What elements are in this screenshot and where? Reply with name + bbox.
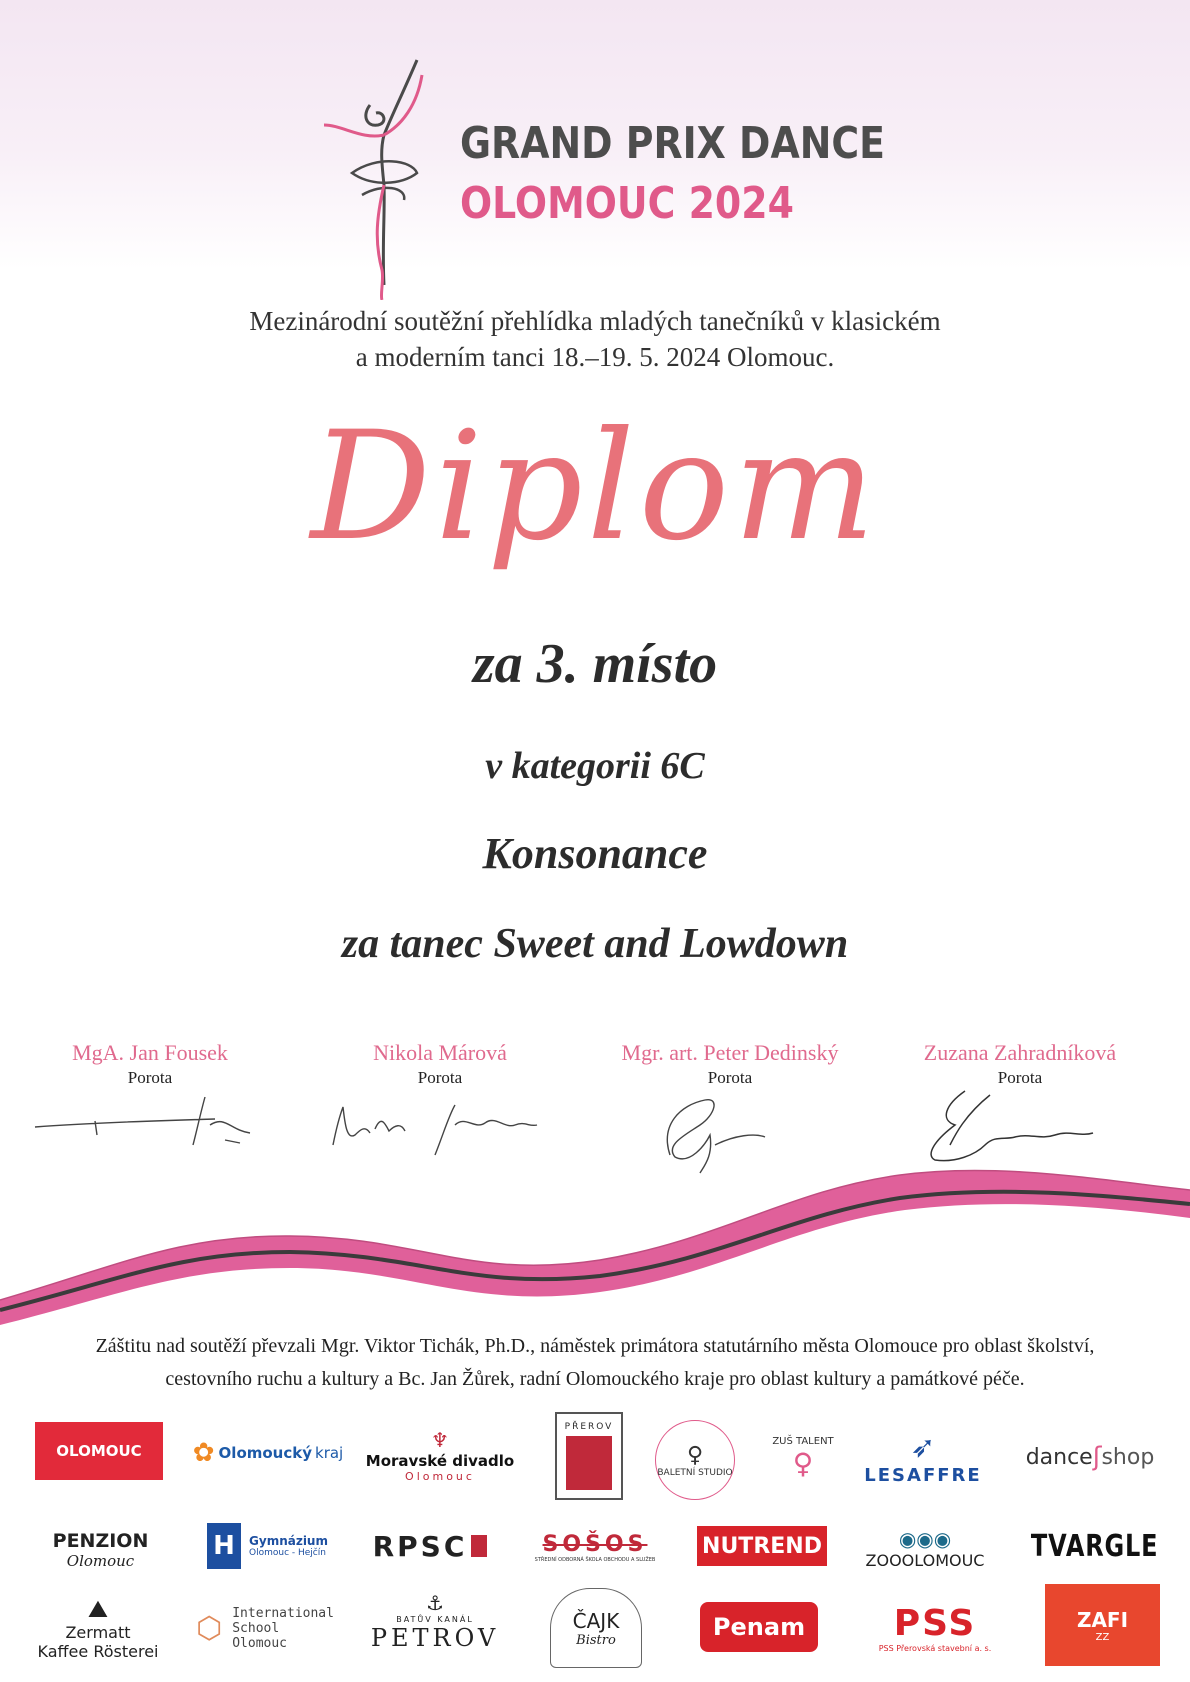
dancer-swirl-icon: ʃ: [1092, 1442, 1102, 1472]
judge-role: Porota: [707, 1068, 753, 1087]
divadlo-name: Moravské divadlo: [365, 1451, 515, 1470]
petrov-label: PETROV: [370, 1623, 500, 1652]
ballerina-pink-icon: ♀: [792, 1447, 814, 1480]
olomouc-logo-label: OLOMOUC: [56, 1442, 142, 1460]
gymnazium-label: Gymnázium: [249, 1534, 328, 1548]
rpsc-flag-icon: [471, 1535, 487, 1557]
flower-icon: ✿: [192, 1438, 215, 1468]
zermatt-sub: Kaffee Rösterei: [37, 1642, 159, 1661]
zoo-eyes-icon: ◉◉◉: [898, 1526, 952, 1551]
lesaffre-label: LESAFFRE: [864, 1465, 982, 1486]
sponsor-intl-school-logo: [185, 1596, 345, 1660]
tvargle-label: TVARGLE: [1031, 1528, 1159, 1564]
sponsor-zus-logo: [763, 1418, 843, 1498]
prerov-label: PŘEROV: [564, 1422, 614, 1432]
sponsor-petrov-logo: [365, 1576, 505, 1666]
sponsor-cajk-logo: [550, 1588, 642, 1668]
cajk-label: ČAJK: [572, 1608, 620, 1633]
sponsor-danceshop-logo: [1020, 1432, 1160, 1482]
dancer-logo-icon: [322, 55, 462, 300]
shop-label: shop: [1101, 1444, 1155, 1470]
molecule-icon: ⬡: [196, 1610, 223, 1646]
kraj-name: Olomoucký: [218, 1444, 313, 1462]
sponsor-rpsc-logo: [365, 1524, 495, 1568]
zermatt-label: Zermatt: [65, 1623, 131, 1642]
gymnazium-text: [249, 1534, 328, 1558]
judge-role: Porota: [417, 1068, 463, 1087]
event-description-line2: a moderním tanci 18.–19. 5. 2024 Olomouc.: [355, 342, 835, 372]
sponsor-nutrend-logo: [697, 1526, 827, 1566]
judge-name: Mgr. art. Peter Dedinský: [621, 1040, 839, 1065]
sponsor-zafi-logo: [1045, 1584, 1160, 1666]
divadlo-city: Olomouc: [405, 1469, 475, 1483]
intl-line2: School: [232, 1620, 280, 1636]
judge-2: [315, 1040, 565, 1088]
sponsor-olomouc-logo: [35, 1422, 163, 1480]
event-title: GRAND PRIX DANCE: [460, 118, 886, 169]
swallow-icon: ➶: [910, 1430, 936, 1465]
sponsor-prerov-logo: [555, 1412, 623, 1500]
award-category: v kategorii 6C: [485, 745, 705, 787]
pss-label: PSS: [893, 1603, 977, 1644]
anchor-icon: ⚓: [426, 1590, 444, 1615]
pss-sub: PSS Přerovská stavební a. s.: [878, 1644, 992, 1653]
judge-name: Zuzana Zahradníková: [923, 1040, 1117, 1065]
award-place: za 3. místo: [472, 633, 718, 695]
sponsor-baletni-logo: [655, 1420, 735, 1500]
judge-role: Porota: [127, 1068, 173, 1087]
sponsor-pss-logo: [865, 1596, 1005, 1660]
sossos-label: SOŠOS: [542, 1531, 648, 1557]
gymnazium-shield-icon: H: [207, 1523, 241, 1569]
sponsor-lesaffre-logo: [858, 1420, 988, 1496]
judge-name: Nikola Márová: [373, 1040, 507, 1065]
gymnazium-sub: Olomouc - Hejčín: [249, 1548, 326, 1558]
sponsor-kraj-logo: [188, 1430, 348, 1476]
decorative-wave: [0, 1140, 1190, 1330]
sponsor-tvargle-logo: [1030, 1520, 1160, 1572]
petrov-sub: BATŮV KANÁL: [396, 1614, 474, 1624]
sponsor-zermatt-logo: [28, 1590, 168, 1666]
intl-line3: Olomouc: [232, 1635, 288, 1651]
sossos-sub: STŘEDNÍ ODBORNÁ ŠKOLA OBCHODU A SLUŽEB: [534, 1556, 656, 1563]
sponsor-gymnazium-logo: [200, 1518, 335, 1574]
event-description-line1: Mezinárodní soutěžní přehlídka mladých tanečníků v klasickém: [249, 306, 941, 336]
judge-3: [605, 1040, 855, 1088]
judge-1: [25, 1040, 275, 1088]
sponsor-divadlo-logo: [365, 1420, 515, 1490]
judge-4: [895, 1040, 1145, 1088]
sponsor-zoo-logo: [855, 1518, 995, 1578]
patronage-line1: Záštitu nad soutěží převzali Mgr. Viktor Tichák, Ph.D., náměstek primátora statutárního města Olomouce pro oblast školství,: [95, 1335, 1095, 1357]
patronage-line2: cestovního ruchu a kultury a Bc. Jan Žůrek, radní Olomouckého kraje pro oblast kultury a památkové péče.: [165, 1368, 1025, 1390]
nutrend-label: NUTREND: [702, 1533, 822, 1559]
rpsc-label: RPSC: [372, 1529, 468, 1563]
cajk-sub: Bistro: [576, 1632, 616, 1648]
lyre-icon: ♆: [431, 1427, 449, 1452]
penzion-label: PENZION: [52, 1530, 149, 1552]
kraj-suffix: kraj: [315, 1444, 344, 1462]
baletni-label: BALETNÍ STUDIO: [657, 1467, 733, 1478]
dance-name: za tanec Sweet and Lowdown: [341, 921, 849, 967]
ensemble-name: Konsonance: [482, 829, 708, 878]
coat-of-arms-icon: [566, 1436, 612, 1490]
judge-name: MgA. Jan Fousek: [72, 1040, 228, 1065]
sponsor-penam-logo: [700, 1602, 818, 1652]
zafi-label: ZAFI: [1076, 1607, 1129, 1632]
intl-line1: International: [232, 1605, 334, 1621]
ballerina-icon: ♀: [686, 1442, 704, 1468]
intl-text: [232, 1606, 334, 1651]
diploma-heading: Diplom: [310, 400, 880, 574]
mountain-icon: ⛰: [87, 1595, 109, 1623]
event-subtitle: OLOMOUC 2024: [460, 178, 794, 229]
patronage-text: [30, 1330, 1160, 1396]
penzion-city: Olomouc: [66, 1552, 135, 1570]
sponsor-sossos-logo: [530, 1522, 660, 1572]
zoo-label: ZOOOLOMOUC: [865, 1550, 985, 1570]
dance-label: dance: [1025, 1444, 1093, 1470]
zafi-sub: ZZ: [1095, 1631, 1110, 1643]
judge-role: Porota: [997, 1068, 1043, 1087]
zus-label: ZUŠ TALENT: [772, 1436, 834, 1447]
penam-label: Penam: [712, 1613, 806, 1641]
sponsor-penzion-logo: [28, 1520, 173, 1580]
